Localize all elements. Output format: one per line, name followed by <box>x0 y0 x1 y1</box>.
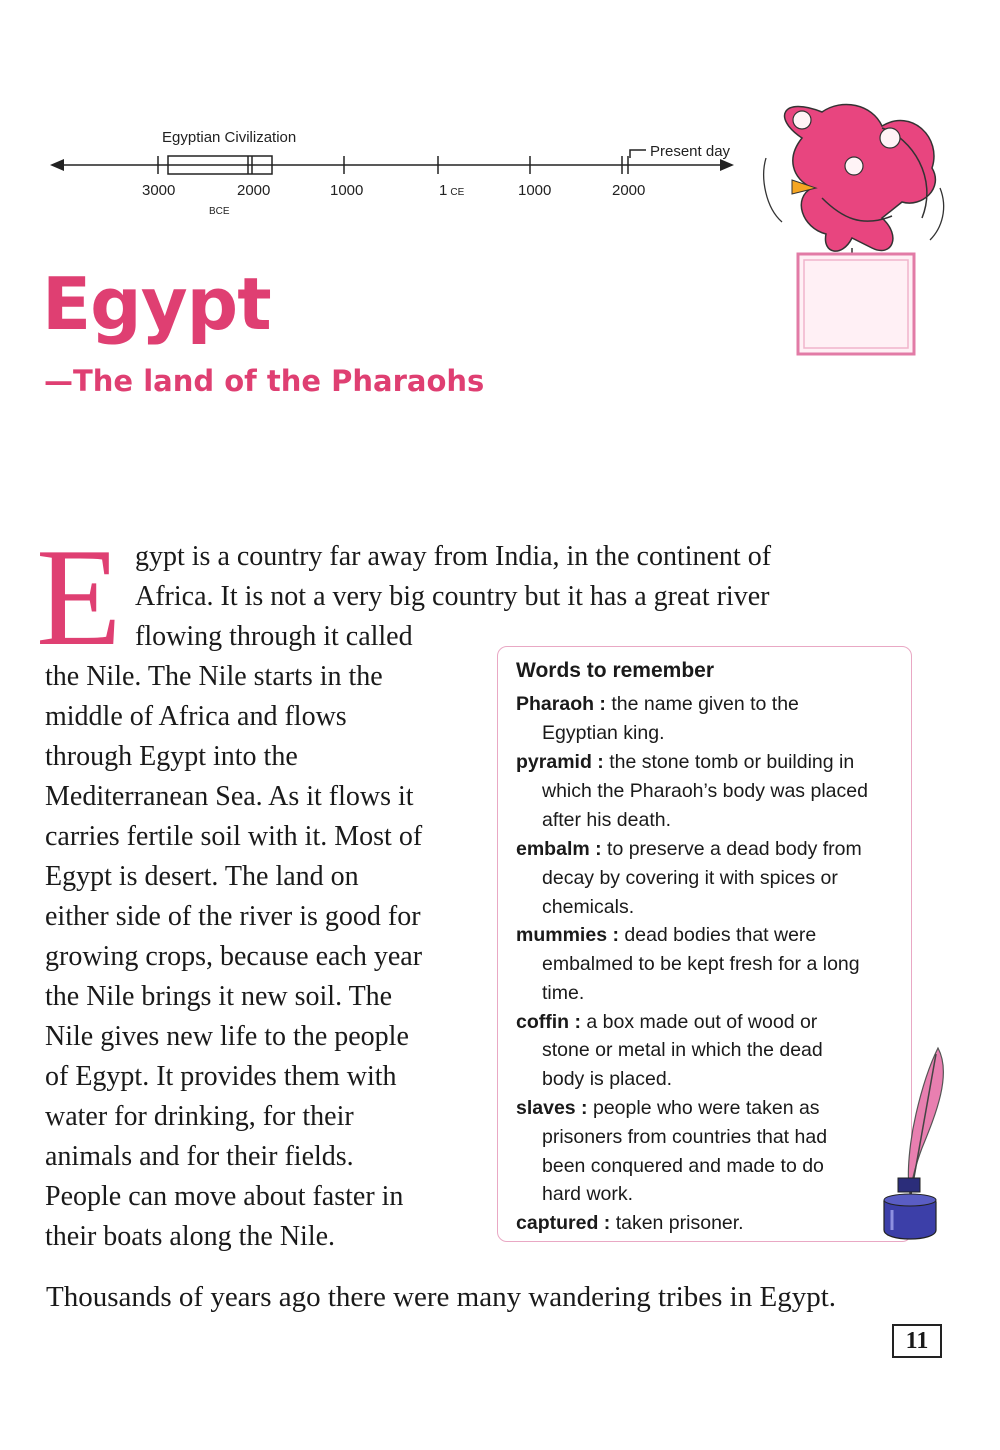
body-line: either side of the river is good for <box>45 901 421 932</box>
body-line: Egypt is desert. The land on <box>45 861 359 892</box>
body-line: Nile gives new life to the people <box>45 1021 409 1052</box>
body-line: the Nile brings it new soil. The <box>45 981 393 1012</box>
tick-label-1000-bce: 1000 <box>330 182 364 199</box>
glossary-entry-pyramid <box>516 753 854 773</box>
body-line: People can move about faster in <box>45 1181 404 1212</box>
page-number: 11 <box>892 1324 942 1358</box>
glossary-term: mummies : <box>516 924 619 946</box>
timeline-left-arrow <box>50 159 64 171</box>
words-box-title: Words to remember <box>516 659 714 682</box>
quill-inkpot-illustration <box>876 1044 950 1246</box>
tick-label-2000-ce: 2000 <box>612 182 646 199</box>
glossary-definition-line: time. <box>542 982 585 1004</box>
body-line: of Egypt. It provides them with <box>45 1061 397 1092</box>
glossary-entry-captured <box>516 1214 744 1234</box>
glossary-definition: a box made out of wood or <box>586 1011 818 1033</box>
body-line: their boats along the Nile. <box>45 1221 336 1252</box>
drop-cap: E <box>36 520 122 675</box>
body-line: growing crops, because each year <box>45 941 423 972</box>
glossary-entry-slaves <box>516 1099 820 1119</box>
glossary-definition: to preserve a dead body from <box>607 838 862 860</box>
glossary-definition-line: been conquered and made to do <box>542 1155 824 1177</box>
timeline-right-arrow <box>720 159 734 171</box>
glossary-definition: dead bodies that were <box>624 924 817 946</box>
glossary-term: embalm : <box>516 838 602 860</box>
glossary-term: coffin : <box>516 1011 581 1033</box>
bird-with-children-illustration <box>762 98 952 360</box>
tick-label-3000: 3000 <box>142 182 176 199</box>
tick-label-1-number: 1 <box>439 182 448 199</box>
body-line: flowing through it called <box>135 621 413 652</box>
body-line: Africa. It is not a very big country but it has a great river <box>135 581 770 612</box>
glossary-entry-coffin <box>516 1013 817 1033</box>
continuing-text-line: Thousands of years ago there were many wandering tribes in Egypt. <box>46 1281 837 1313</box>
timeline-civilization-label: Egyptian Civilization <box>162 129 297 146</box>
glossary-definition: people who were taken as <box>592 1097 820 1119</box>
glossary-definition: the stone tomb or building in <box>609 751 855 773</box>
tick-label-1 <box>439 182 465 199</box>
page-title: Egypt <box>42 262 271 346</box>
body-line: gypt is a country far away from India, in the continent of <box>135 541 772 572</box>
tick-label-2000-bce: 2000 <box>237 182 271 199</box>
glossary-term: Pharaoh : <box>516 693 606 715</box>
glossary-definition-line: body is placed. <box>542 1068 673 1090</box>
body-line: middle of Africa and flows <box>45 701 347 732</box>
body-line: carries fertile soil with it. Most of <box>45 821 423 852</box>
tick-label-ce: CE <box>450 187 465 198</box>
tick-label-1000-ce: 1000 <box>518 182 552 199</box>
glossary-definition-line: which the Pharaoh’s body was placed <box>542 780 868 802</box>
glossary-definition-line: after his death. <box>542 809 671 831</box>
glossary-definition-line: decay by covering it with spices or <box>542 867 838 889</box>
body-line: Mediterranean Sea. As it flows it <box>45 781 414 812</box>
glossary-term: captured : <box>516 1212 611 1234</box>
glossary-definition-line: stone or metal in which the dead <box>542 1039 823 1061</box>
page-subtitle: —The land of the Pharaohs <box>44 364 485 398</box>
glossary-definition-line: Egyptian king. <box>542 722 665 744</box>
glossary-definition-line: embalmed to be kept fresh for a long <box>542 953 860 975</box>
glossary-definition-line: prisoners from countries that had <box>542 1126 828 1148</box>
body-line: water for drinking, for their <box>45 1101 354 1132</box>
body-line: the Nile. The Nile starts in the <box>45 661 383 692</box>
glossary-definition: taken prisoner. <box>615 1212 744 1234</box>
glossary-definition-line: hard work. <box>542 1183 634 1205</box>
glossary-term: pyramid : <box>516 751 604 773</box>
body-line: animals and for their fields. <box>45 1141 354 1172</box>
timeline-bce-label: BCE <box>209 206 230 217</box>
words-to-remember-box <box>497 646 912 1242</box>
present-day-bracket <box>630 150 646 158</box>
glossary-definition: the name given to the <box>611 693 799 715</box>
glossary-entry-embalm <box>516 840 862 860</box>
glossary-entry-mummies <box>516 926 816 946</box>
glossary-entry-pharaoh <box>516 695 799 715</box>
glossary-term: slaves : <box>516 1097 588 1119</box>
timeline-present-label: Present day <box>650 143 731 160</box>
timeline <box>40 120 760 230</box>
body-line: through Egypt into the <box>45 741 298 772</box>
glossary-definition-line: chemicals. <box>542 896 635 918</box>
